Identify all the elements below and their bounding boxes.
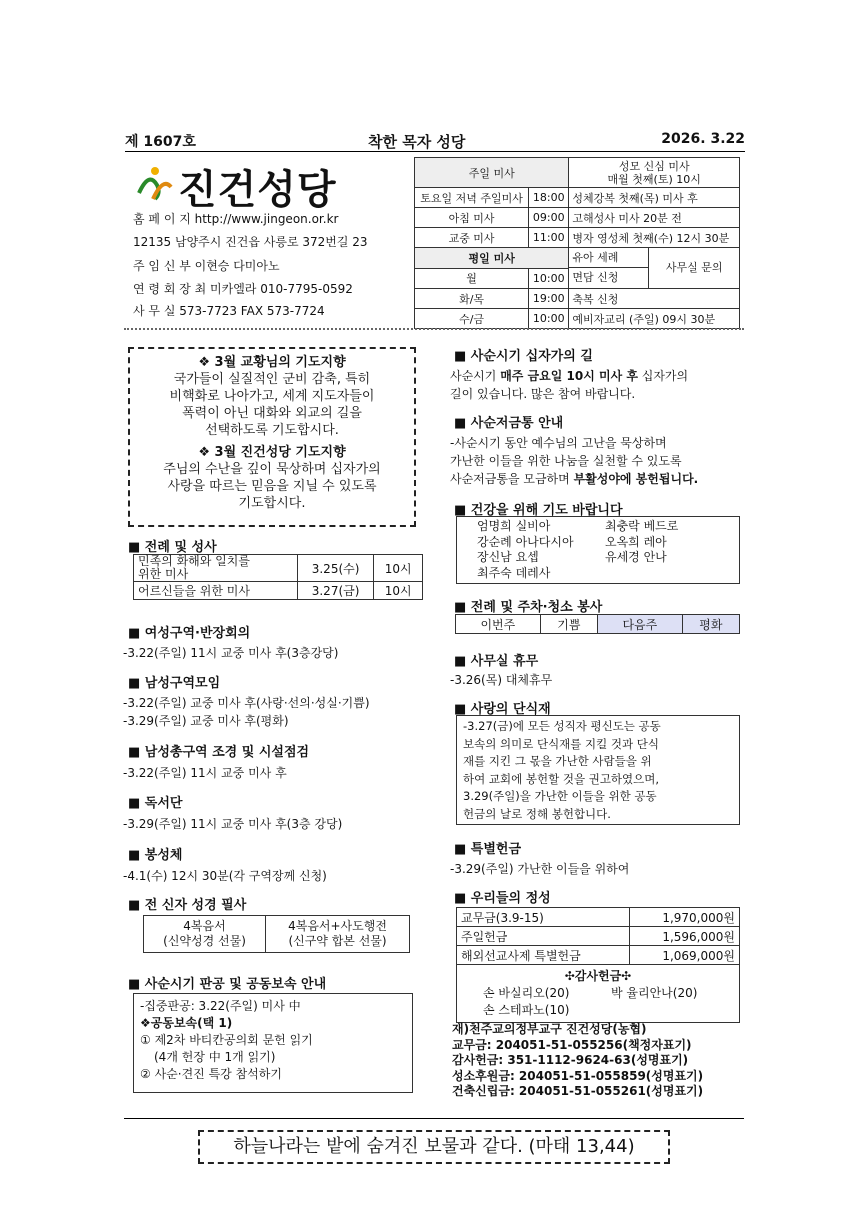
issue-date: 2026. 3.22	[661, 131, 745, 147]
lent-bank-text: -사순시기 동안 예수님의 고난을 묵상하며	[450, 436, 667, 450]
bible-option-title: 4복음서	[183, 919, 226, 933]
mass-time: 19:00	[529, 289, 569, 309]
pope-intention-line: 폭력이 아닌 대화와 외교의 길을	[182, 406, 362, 421]
offering-row	[457, 927, 740, 946]
pope-intention-title: ❖ 3월 교황님의 기도지향	[198, 355, 346, 370]
special-collection-heading: ■ 특별헌금	[454, 842, 522, 857]
offering-amount: 1,596,000원	[630, 927, 740, 946]
stations-heading: ■ 사순시기 십자가의 길	[454, 349, 593, 364]
offering-name: 해외선교사제 특별헌금	[457, 946, 630, 965]
liturgy-time: 10시	[374, 582, 423, 600]
divider	[124, 328, 744, 330]
mass-note: 성체강복 첫째(목) 미사 후	[569, 188, 740, 208]
info-funeral-head: 연 령 회 장 최 미카엘라 010-7795-0592	[133, 282, 353, 296]
office-closed-text: -3.26(목) 대체휴무	[450, 673, 553, 687]
mass-note: 예비자교리 (주일) 09시 30분	[569, 309, 740, 329]
parish-title: 착한 목자 성당	[368, 133, 466, 151]
liturgy-date: 3.25(수)	[297, 555, 374, 582]
mass-row	[415, 208, 740, 228]
offering-name: 교무금(3.9-15)	[457, 908, 630, 927]
mass-row	[415, 188, 740, 208]
liturgy-table	[133, 554, 423, 600]
stations-text-part: 십자가의	[637, 369, 689, 383]
liturgy-name-line: 위한 미사	[138, 567, 189, 581]
fasting-line: 보속의 의미로 단식재를 지킬 것과 단식	[463, 736, 660, 751]
bible-option-gift: (신구약 합본 선물)	[288, 934, 387, 948]
fasting-line: 3.29(주일)을 가난한 이들을 위한 공동	[463, 789, 657, 803]
special-collection-text: -3.29(주일) 가난한 이들을 위하여	[450, 862, 630, 876]
bank-account: 건축신립금: 204051-51-055261(성명표기)	[452, 1084, 704, 1098]
landscaping-text: -3.22(주일) 11시 교중 미사 후	[123, 766, 287, 780]
fasting-line: 헌금의 날로 정해 봉헌합니다.	[463, 806, 611, 821]
liturgy-time: 10시	[374, 555, 423, 582]
offering-row	[457, 908, 740, 927]
mass-row	[415, 289, 740, 309]
info-address: 12135 남양주시 진건읍 사릉로 372번길 23	[133, 235, 368, 249]
stations-text	[450, 367, 688, 384]
liturgy-name	[134, 555, 298, 582]
penance-box	[133, 993, 413, 1093]
infant-office-cell	[569, 248, 740, 289]
sick-name: 최충락 베드로	[605, 519, 679, 533]
stations-text: 길이 있습니다. 많은 참여 바랍니다.	[450, 387, 636, 401]
sick-row	[477, 550, 719, 566]
fasting-line: 하여 교회에 봉헌할 것을 권고하였으며,	[463, 771, 660, 786]
sick-row	[477, 519, 719, 535]
sick-row	[477, 535, 719, 551]
service-table	[455, 614, 740, 634]
service-heading: ■ 전례 및 주차·청소 봉사	[454, 600, 603, 615]
pope-intention-line: 선택하도록 기도합시다.	[205, 423, 339, 438]
mass-row	[415, 228, 740, 248]
men-meeting-heading: ■ 남성구역모임	[128, 676, 221, 691]
mass-schedule-table	[414, 157, 740, 329]
liturgy-date: 3.27(금)	[297, 582, 374, 600]
marian-mass-time: 매월 첫째(토) 10시	[607, 172, 701, 186]
mass-name: 아침 미사	[415, 208, 529, 228]
marian-mass-cell	[569, 158, 740, 188]
liturgy-row	[134, 555, 423, 582]
fasting-line: 재를 지킨 그 몫을 가난한 사람들을 위	[463, 754, 652, 768]
mass-name: 수/금	[415, 309, 529, 329]
liturgy-name: 어르신들을 위한 미사	[134, 582, 298, 600]
fasting-heading: ■ 사랑의 단식재	[454, 702, 551, 717]
women-meeting-text: -3.22(주일) 11시 교중 미사 후(3층강당)	[123, 646, 339, 660]
service-cell: 이번주	[456, 615, 541, 634]
mass-name: 교중 미사	[415, 228, 529, 248]
parish-intention-line: 주님의 수난을 깊이 묵상하며 십자가의	[163, 462, 381, 477]
sick-name: 오옥희 레아	[605, 534, 667, 549]
sick-name: 강순례 아나다시아	[477, 534, 574, 549]
thanks-name: 손 스테파노(10)	[483, 1003, 570, 1017]
sick-prayer-heading: ■ 건강을 위해 기도 바랍니다	[454, 503, 623, 518]
pope-intention-line: 비핵화로 나아가고, 세계 지도자들이	[169, 389, 375, 404]
bank-account: 감사헌금: 351-1112-9624-63(성명표기)	[452, 1053, 689, 1067]
lent-bank-text-part: 사순저금통을 모금하며	[450, 472, 574, 486]
stations-text-part: 사순시기	[450, 369, 501, 383]
penance-line: ❖공동보속(택 1)	[140, 1016, 233, 1030]
service-cell: 기쁨	[540, 615, 597, 634]
bank-account: 성소후원금: 204051-51-055859(성명표기)	[452, 1068, 704, 1083]
bank-accounts	[452, 1022, 703, 1100]
sick-name: 최주숙 데레사	[477, 565, 551, 580]
lent-bank-heading: ■ 사순저금통 안내	[454, 416, 564, 431]
men-meeting-text: -3.29(주일) 교중 미사 후(평화)	[123, 714, 289, 728]
mass-time: 10:00	[529, 309, 569, 329]
mass-name: 월	[415, 268, 529, 289]
bank-holder: 재)천주교의정부교구 진건성당(농협)	[452, 1022, 647, 1036]
marian-mass-title: 성모 신심 미사	[618, 159, 690, 173]
issue-number: 제 1607호	[125, 134, 196, 150]
lent-bank-text	[450, 470, 698, 487]
lectors-heading: ■ 독서단	[128, 796, 183, 811]
scripture-verse: 하늘나라는 밭에 숨겨진 보물과 같다. (마태 13,44)	[198, 1130, 670, 1164]
sick-name: 장신남 요셉	[477, 550, 539, 564]
bible-option-gift: (신약성경 선물)	[163, 934, 246, 948]
mass-note: 축복 신청	[569, 289, 740, 309]
bible-option	[144, 916, 266, 953]
info-pastor: 주 임 신 부 이현승 다미아노	[133, 259, 280, 273]
thanks-name: 박 율리안나(20)	[611, 986, 698, 1000]
stations-text-bold: 매주 금요일 10시 미사 후	[500, 369, 638, 383]
fasting-line: -3.27(금)에 모든 성직자 평신도는 공동	[463, 719, 661, 733]
thanks-name: 손 바실리오(20)	[483, 986, 570, 1000]
women-meeting-heading: ■ 여성구역·반장회의	[128, 626, 251, 641]
weekday-mass-head: 평일 미사	[415, 248, 569, 269]
parish-logo-icon	[135, 163, 175, 203]
mass-time: 11:00	[529, 228, 569, 248]
offering-amount: 1,069,000원	[630, 946, 740, 965]
lent-bank-text: 가난한 이들을 위한 나눔을 실천할 수 있도록	[450, 454, 682, 468]
service-cell: 다음주	[597, 615, 682, 634]
communion-sick-heading: ■ 봉성체	[128, 848, 183, 863]
bible-option-title: 4복음서+사도행전	[288, 919, 387, 933]
sunday-mass-head: 주일 미사	[415, 158, 569, 188]
offerings-heading: ■ 우리들의 정성	[454, 891, 551, 906]
mass-note: 병자 영성체 첫째(수) 12시 30분	[569, 228, 740, 248]
info-homepage: 홈 페 이 지 http://www.jingeon.or.kr	[133, 212, 339, 226]
offering-row	[457, 946, 740, 965]
sick-name: 엄명희 실비아	[477, 519, 551, 533]
mass-name: 화/목	[415, 289, 529, 309]
infant-baptism: 유아 세례	[569, 248, 648, 268]
liturgy-heading: ■ 전례 및 성사	[128, 540, 217, 555]
mass-time: 10:00	[529, 268, 569, 289]
office-inquiry: 사무실 문의	[665, 261, 723, 274]
penance-line: ① 제2차 바티칸공의회 문헌 읽기	[140, 1033, 313, 1047]
infant-col	[569, 248, 649, 288]
lectors-text: -3.29(주일) 11시 교중 미사 후(3층 강당)	[123, 817, 343, 831]
office-closed-heading: ■ 사무실 휴무	[454, 654, 539, 669]
penance-line: (4개 헌장 中 1개 읽기)	[154, 1050, 276, 1064]
bible-option	[266, 916, 410, 953]
offerings-table	[456, 907, 740, 1023]
bank-account: 교무금: 204051-51-055256(책정자표기)	[452, 1037, 692, 1052]
thanks-row	[457, 984, 739, 1001]
penance-line: -집중판공: 3.22(주일) 미사 中	[140, 999, 301, 1013]
footer-divider	[124, 1118, 744, 1119]
communion-sick-text: -4.1(수) 12시 30분(각 구역장께 신청)	[123, 869, 327, 883]
liturgy-row	[134, 582, 423, 600]
offering-amount: 1,970,000원	[630, 908, 740, 927]
penance-line: ② 사순·견진 특강 참석하기	[140, 1067, 282, 1081]
bible-copy-heading: ■ 전 신자 성경 필사	[128, 898, 247, 913]
info-office: 사 무 실 573-7723 FAX 573-7724	[133, 304, 325, 318]
mass-time: 09:00	[529, 208, 569, 228]
mass-name: 토요일 저녁 주일미사	[415, 188, 529, 208]
penance-heading: ■ 사순시기 판공 및 공동보속 안내	[128, 977, 327, 992]
header-bar	[125, 130, 745, 152]
men-meeting-text: -3.22(주일) 교중 미사 후(사랑·선의·성실·기쁨)	[123, 696, 370, 710]
thanks-cell	[457, 965, 740, 1023]
parish-intention-line: 기도합시다.	[238, 496, 306, 511]
logo-text: 진건성당	[178, 167, 337, 213]
liturgy-name-line: 민족의 화해와 일치를	[138, 554, 250, 568]
sick-row	[477, 566, 719, 582]
parish-intention-title: ❖ 3월 진건성당 기도지향	[198, 445, 346, 460]
prayer-intention-box	[128, 347, 416, 527]
offering-name: 주일헌금	[457, 927, 630, 946]
parish-intention-line: 사랑을 따르는 믿음을 지닐 수 있도록	[167, 479, 377, 494]
mass-time: 18:00	[529, 188, 569, 208]
sick-list-box	[456, 516, 740, 584]
bible-copy-table	[143, 915, 410, 953]
pope-intention-line: 국가들이 실질적인 군비 감축, 특히	[173, 372, 371, 387]
thanks-title: ✣감사헌금✣	[564, 969, 632, 983]
lent-bank-text-bold: 부활성야에 봉헌됩니다.	[573, 472, 699, 486]
service-cell: 평화	[682, 615, 739, 634]
fasting-box	[456, 715, 740, 825]
counsel-request: 면담 신청	[572, 271, 619, 284]
landscaping-heading: ■ 남성총구역 조경 및 시설점검	[128, 745, 310, 760]
mass-note: 고해성사 미사 20분 전	[569, 208, 740, 228]
sick-name: 유세경 안나	[605, 550, 667, 564]
mass-row	[415, 309, 740, 329]
